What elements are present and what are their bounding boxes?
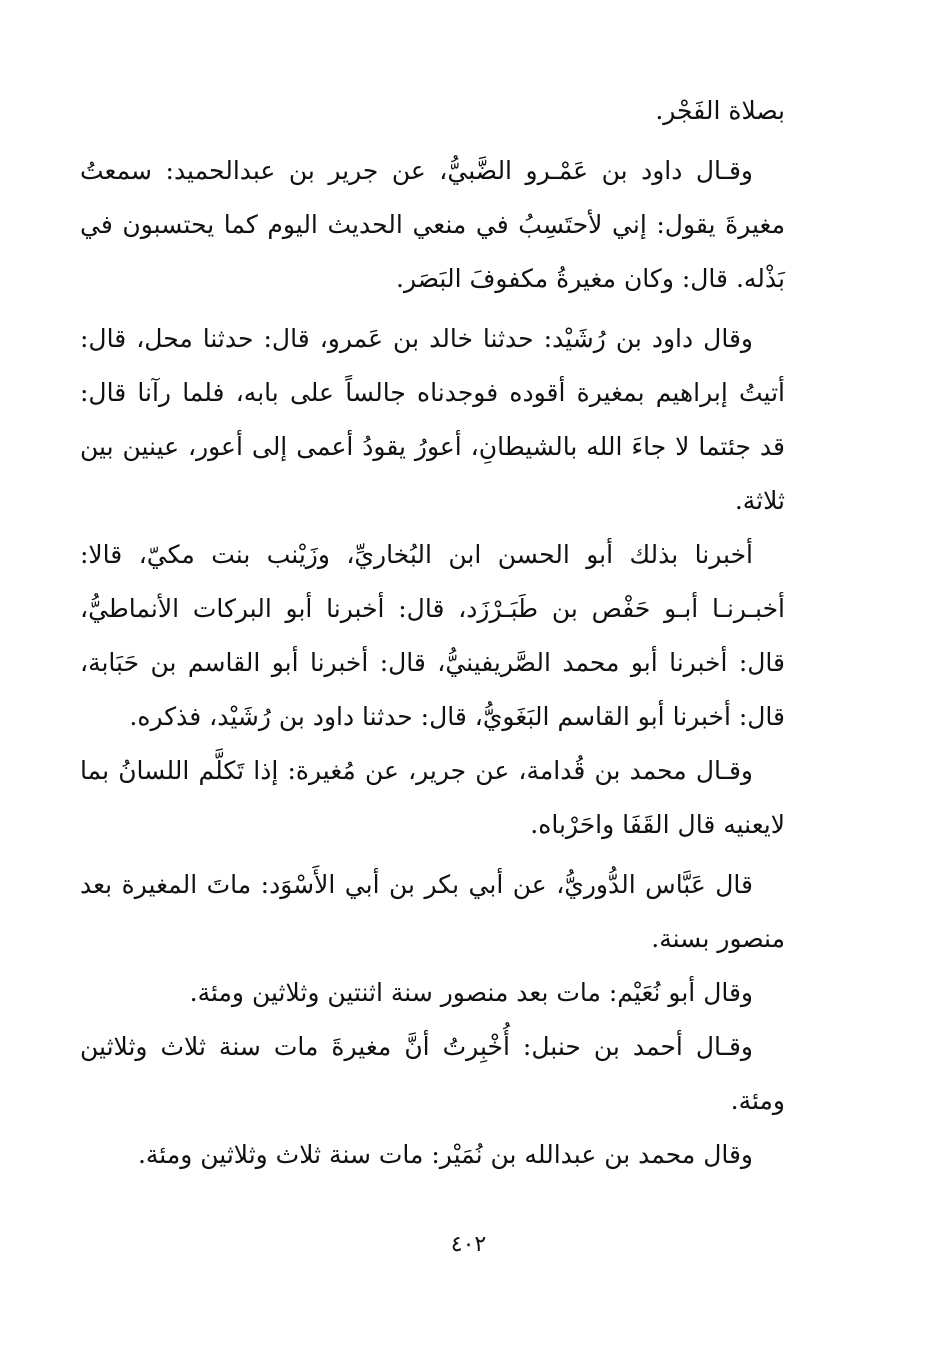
paragraph-abu-nuaym: وقال أبو نُعَيْم: مات بعد منصور سنة اثنتين وثلاثين ومئة. [189, 978, 753, 1007]
page-number: ٤٠٢ [450, 1232, 487, 1257]
paragraph-ahmad-ibn-hanbal: وقـال أحمد بن حنبل: أُخْبِرتُ أنَّ مغيرةَ مات سنة ثلاث وثلاثين ومئة. [80, 1032, 785, 1115]
paragraph-isnad: أخبرنا بذلك أبو الحسن ابن البُخاريِّ، وزَيْنب بنت مكيّ، قالا: أخبـرنـا أبـو حَفْص بن طَبَـرْزَد، قال: أخبرنا أبو البركات الأنماطيُّ، قال: أخبرنا أبو محمد الصَّريفينيُّ، قال: أخبرنا أبو القاسم بن حَبَابة، قال: أخبرنا أبو القاسم البَغَويُّ، قال: حدثنا داود بن رُشَيْد، فذكره. [80, 540, 785, 731]
paragraph-muhammad-ibn-qudama: وقـال محمد بن قُدامة، عن جرير، عن مُغيرة: إذا تَكلَّم اللسانُ بما لايعنيه قال القَفَا واحَرْباه. [80, 756, 785, 839]
paragraph-dawud-ibn-amr: وقـال داود بن عَمْـرو الضَّبيُّ، عن جرير بن عبدالحميد: سمعتُ مغيرةَ يقول: إني لأحتَسِبُ في منعي الحديث اليوم كما يحتسبون في بَذْله. قال: وكان مغيرةُ مكفوفَ البَصَر. [80, 156, 785, 293]
body-text [80, 84, 785, 1182]
paragraph-continuation: بصلاة الفَجْر. [655, 96, 785, 125]
paragraph-dawud-ibn-rushayd: وقال داود بن رُشَيْد: حدثنا خالد بن عَمرو، قال: حدثنا محل، قال: أتيتُ إبراهيم بمغيرة أقوده فوجدناه جالساً على بابه، فلما رآنا قال: قد جئتما لا جاءَ الله بالشيطانِ، أعورُ يقودُ أعمى إلى أعور، عينين بين ثلاثة. [80, 324, 785, 515]
paragraph-abbas-al-duri: قال عَبَّاس الدُّوريُّ، عن أبي بكر بن أبي الأَسْوَد: ماتَ المغيرة بعد منصور بسنة. [80, 870, 785, 953]
paragraph-ibn-numayr: وقال محمد بن عبدالله بن نُمَيْر: مات سنة ثلاث وثلاثين ومئة. [137, 1140, 753, 1169]
